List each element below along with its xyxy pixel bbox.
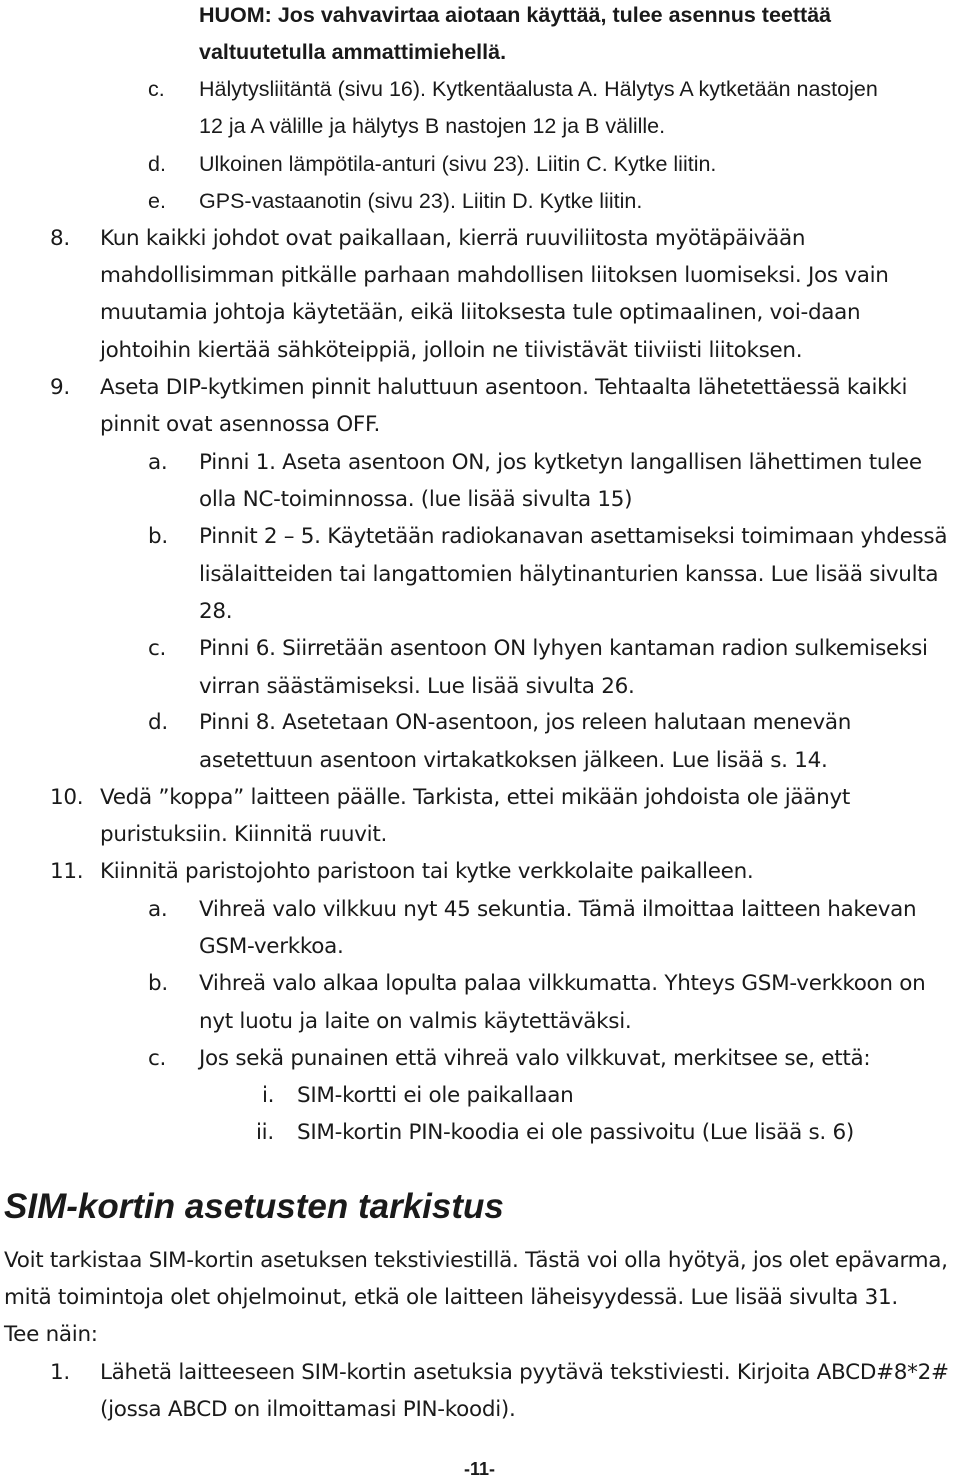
list-item-text: nyt luotu ja laite on valmis käytettäväksi.	[199, 1009, 632, 1034]
list-item-text: GSM-verkkoa.	[199, 934, 344, 959]
step-number: 1.	[50, 1360, 70, 1385]
list-item-text: SIM-kortti ei ole paikallaan	[297, 1083, 574, 1108]
paragraph-text: mitä toimintoja olet ohjelmoinut, etkä ole laitteen läheisyydessä. Lue lisää sivulta 31.	[4, 1285, 898, 1310]
list-marker: b.	[148, 524, 168, 549]
list-marker: c.	[148, 1046, 167, 1071]
paragraph-text: Voit tarkistaa SIM-kortin asetuksen tekstiviestillä. Tästä voi olla hyötyä, jos olet epävarma,	[4, 1248, 948, 1273]
list-marker: a.	[148, 450, 168, 475]
step-text: (jossa ABCD on ilmoittamasi PIN-koodi).	[100, 1397, 516, 1422]
list-item-text: Pinni 1. Aseta asentoon ON, jos kytketyn langallisen lähettimen tulee	[199, 450, 922, 475]
list-item-text: asetettuun asentoon virtakatkoksen jälkeen. Lue lisää s. 14.	[199, 748, 828, 773]
list-item-text: Pinni 6. Siirretään asentoon ON lyhyen kantaman radion sulkemiseksi	[199, 636, 928, 661]
step-text: pinnit ovat asennossa OFF.	[100, 412, 381, 437]
list-marker: c.	[148, 77, 165, 101]
step-text: puristuksiin. Kiinnitä ruuvit.	[100, 822, 388, 847]
list-marker: e.	[148, 189, 166, 213]
step-text: Aseta DIP-kytkimen pinnit haluttuun asentoon. Tehtaalta lähetettäessä kaikki	[100, 375, 908, 400]
list-item-text: GPS-vastaanotin (sivu 23). Liitin D. Kytke liitin.	[199, 189, 643, 213]
warning-line-1: HUOM: Jos vahvavirtaa aiotaan käyttää, tulee asennus teettää	[199, 3, 832, 27]
list-marker: d.	[148, 152, 166, 176]
list-item-text: Ulkoinen lämpötila-anturi (sivu 23). Liitin C. Kytke liitin.	[199, 152, 717, 176]
warning-line-2: valtuutetulla ammattimiehellä.	[199, 40, 507, 64]
step-text: Kiinnitä paristojohto paristoon tai kytke verkkolaite paikalleen.	[100, 859, 754, 884]
list-marker: ii.	[256, 1120, 274, 1145]
list-item-text: Hälytysliitäntä (sivu 16). Kytkentäalusta A. Hälytys A kytketään nastojen	[199, 77, 878, 101]
list-item-text: Pinnit 2 – 5. Käytetään radiokanavan asettamiseksi toimimaan yhdessä	[199, 524, 948, 549]
list-item-text: Jos sekä punainen että vihreä valo vilkkuvat, merkitsee se, että:	[199, 1046, 871, 1071]
list-item-text: 12 ja A välille ja hälytys B nastojen 12 ja B välille.	[199, 114, 666, 138]
step-text: johtoihin kiertää sähköteippiä, jolloin ne tiivistävät tiiviisti liitoksen.	[100, 338, 803, 363]
list-item-text: virran säästämiseksi. Lue lisää sivulta 26.	[199, 674, 635, 699]
list-item-text: lisälaitteiden tai langattomien hälytinanturien kanssa. Lue lisää sivulta	[199, 562, 939, 587]
step-number: 9.	[50, 375, 70, 400]
step-number: 11.	[50, 859, 84, 884]
page-number: -11-	[464, 1459, 496, 1479]
list-item-text: Vihreä valo vilkkuu nyt 45 sekuntia. Tämä ilmoittaa laitteen hakevan	[199, 897, 917, 922]
step-text: muutamia johtoja käytetään, eikä liitoksesta tule optimaalinen, voi-daan	[100, 300, 861, 325]
list-item-text: Vihreä valo alkaa lopulta palaa vilkkumatta. Yhteys GSM-verkkoon on	[199, 971, 926, 996]
list-item-text: 28.	[199, 599, 233, 624]
list-item-text: Pinni 8. Asetetaan ON-asentoon, jos releen halutaan menevän	[199, 710, 852, 735]
paragraph-text: Tee näin:	[4, 1322, 98, 1347]
list-marker: d.	[148, 710, 168, 735]
step-text: Kun kaikki johdot ovat paikallaan, kierrä ruuviliitosta myötäpäivään	[100, 226, 806, 251]
list-item-text: SIM-kortin PIN-koodia ei ole passivoitu (Lue lisää s. 6)	[297, 1120, 854, 1145]
step-number: 10.	[50, 785, 84, 810]
list-marker: b.	[148, 971, 168, 996]
step-text: Vedä ”koppa” laitteen päälle. Tarkista, ettei mikään johdoista ole jäänyt	[100, 785, 851, 810]
list-marker: i.	[262, 1083, 275, 1108]
list-marker: c.	[148, 636, 167, 661]
list-item-text: olla NC-toiminnossa. (lue lisää sivulta 15)	[199, 487, 633, 512]
step-number: 8.	[50, 226, 70, 251]
step-text: mahdollisimman pitkälle parhaan mahdollisen liitoksen luomiseksi. Jos vain	[100, 263, 889, 288]
list-marker: a.	[148, 897, 168, 922]
step-text: Lähetä laitteeseen SIM-kortin asetuksia pyytävä tekstiviesti. Kirjoita ABCD#8*2#	[100, 1360, 949, 1385]
section-heading: SIM-kortin asetusten tarkistus	[4, 1187, 504, 1226]
